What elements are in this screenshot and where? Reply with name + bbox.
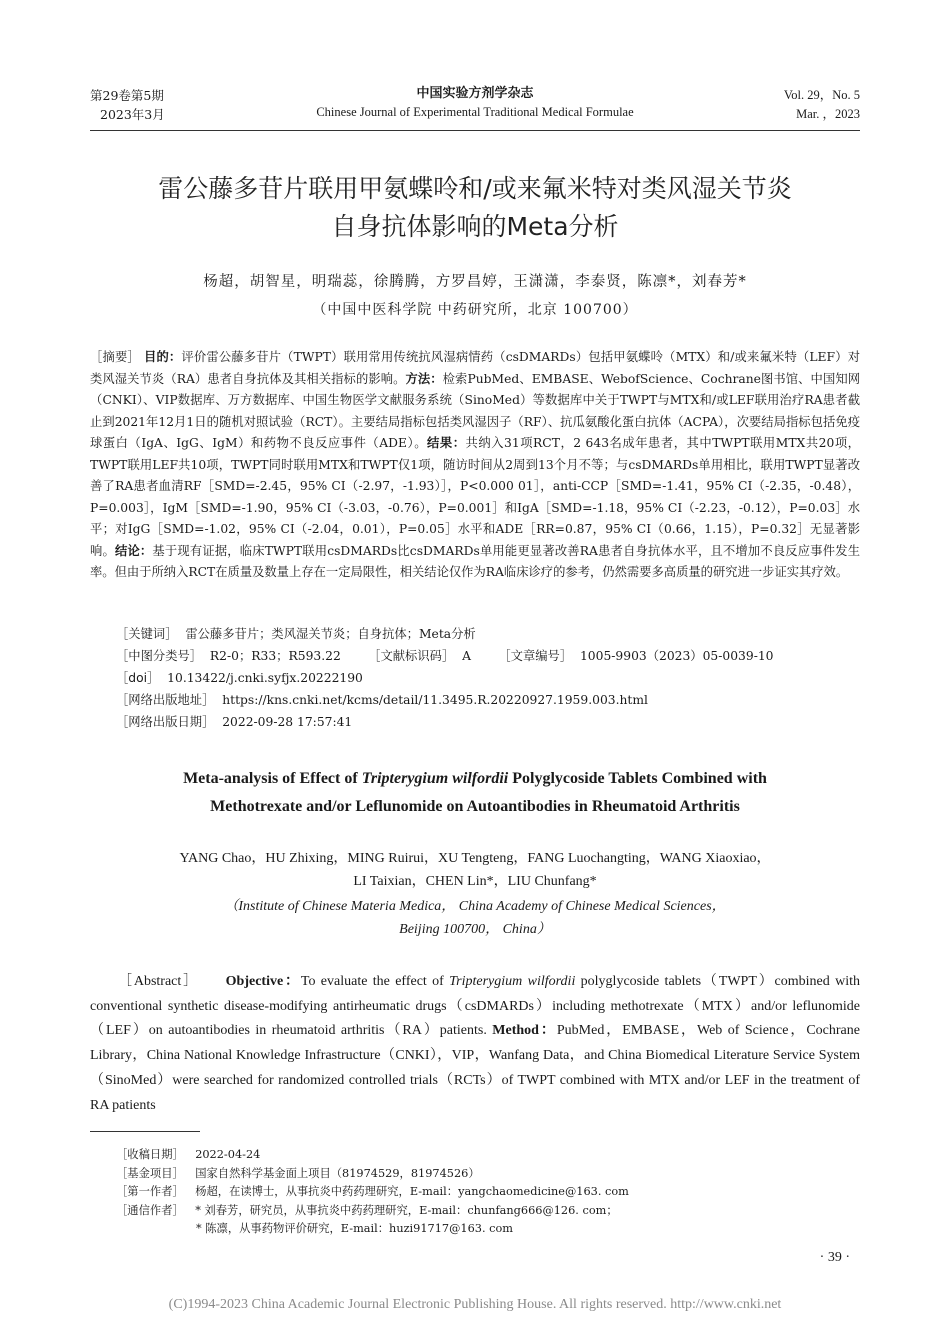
method-en: PubMed，EMBASE，Web of Science，Cochrane Library，China National Knowledge Infrastructure（CNKI），VIP，Wanfang Data，and China Biomedical Literature Service System（SinoMed）were searched for randomized controlled trials（RCTs）of TWPT combined with MTX and/or LEF in the treatment of RA patients — [90, 1023, 860, 1113]
date-cn: 2023年3月 — [100, 107, 165, 122]
page-number: · 39 · — [819, 1250, 850, 1265]
url-label: ［网络出版地址］ — [116, 693, 215, 707]
title-en-line2: Methotrexate and/or Leflunomide on Autoantibodies in Rheumatoid Arthritis — [210, 798, 740, 815]
method-cn: 检索PubMed、EMBASE、WebofScience、Cochrane图书馆、中国知网（CNKI）、VIP数据库、万方数据库、中国生物医学文献服务系统（SinoMed）等数据库中关于TWPT与MTX和/或LEF联用治疗RA患者截止到2021年12月1日的随机对照试验（RCT）。主要结局指标包括类风湿因子（RF）、抗瓜氨酸化蛋白抗体（ACPA），次要结局指标包括免疫球蛋白（IgA、IgG、IgM）和药物不良反应事件（ADE）。 — [90, 371, 861, 450]
conclusion-cn-label: 结论： — [114, 543, 153, 558]
affiliation-en-line1: （Institute of Chinese Materia Medica， China Academy of Chinese Medical Sciences， — [224, 899, 726, 914]
articleno-label: ［文章编号］ — [498, 649, 573, 663]
journal-name-cn: 中国实验方剂学杂志 — [416, 86, 534, 101]
method-cn-label: 方法： — [405, 371, 443, 386]
pubdate: 2022-09-28 17:57:41 — [222, 715, 353, 729]
doccode: A — [462, 649, 471, 663]
abstract-cn-label: ［摘要］ — [90, 350, 140, 364]
url-link[interactable]: https://kns.cnki.net/kcms/detail/11.3495.R.20220927.1959.003.html — [222, 693, 648, 707]
first-author-row — [116, 1183, 629, 1202]
header-right — [784, 86, 860, 124]
header-center — [250, 84, 700, 122]
url-row — [116, 690, 648, 712]
articleno: 1005-9903（2023）05-0039-10 — [579, 649, 774, 663]
fund: 国家自然科学基金面上项目（81974529，81974526） — [195, 1166, 480, 1180]
corresponding2: * 陈凛，从事药物评价研究，E-mail：huzi91717@163. com — [196, 1222, 513, 1235]
fund-label: ［基金项目］ — [116, 1166, 184, 1180]
title-en-pre: Meta-analysis of Effect of — [183, 770, 362, 787]
received-label: ［收稿日期］ — [116, 1148, 184, 1161]
classification-row — [116, 646, 774, 668]
doccode-label: ［文献标识码］ — [368, 649, 455, 663]
affiliation-en-line2: Beijing 100700， China） — [399, 922, 551, 937]
authors-cn: 杨超，胡智星，明瑞蕊，徐腾腾，方罗昌婷，王潇潇，李泰贤，陈凛*，刘春芳* — [203, 274, 747, 290]
title-en-italic: Tripterygium wilfordii — [361, 770, 509, 787]
footnotes — [116, 1146, 629, 1239]
objective-en-label: Objective： — [225, 974, 301, 989]
corresponding-row — [116, 1202, 629, 1221]
title-cn-line1: 雷公藤多苷片联用甲氨蝶呤和/或来氟米特对类风湿关节炎 — [158, 174, 792, 203]
affiliation-cn: （中国中医科学院 中药研究所，北京 100700） — [312, 302, 638, 318]
volume-cn: 第29卷第5期 — [90, 88, 164, 103]
fund-row — [116, 1165, 629, 1184]
result-cn-label: 结果： — [427, 436, 466, 450]
header-rule — [90, 130, 860, 131]
objective-cn-label: 目的： — [143, 350, 182, 364]
date-en: Mar. ，2023 — [796, 107, 860, 121]
clc-label: ［中图分类号］ — [116, 649, 203, 663]
first-author-label: ［第一作者］ — [116, 1185, 184, 1198]
pubdate-row — [116, 712, 352, 734]
result-cn: 共纳入31项RCT，2 643名成年患者，其中TWPT联用MTX共20项，TWPT联用LEF共10项，TWPT同时联用MTX和TWPT仅1项，随访时间从2周到13个月不等；与csDMARDs单用相比，联用TWPT显著改善了RA患者血清RF［SMD=-2.45，95% CI（-2.97，-1.93）］，P<0.000 01］，anti-CCP［SMD=-1.41，95% CI（-2.35，-0.48），P=0.003］，IgM［SMD=-1.90，95% CI（-3.03，-0.76），P=0.001］和IgA［SMD=-1.18，95% CI（-2.23，-0.12），P=0.03］水平；对IgG［SMD=-1.02，95% CI（-2.04，0.01），P=0.05］水平和ADE［RR=0.87，95% CI（0.66，1.15），P=0.32］无显著影响。 — [90, 436, 860, 558]
doi-label: ［doi］ — [116, 671, 160, 685]
affiliation-en — [90, 895, 860, 941]
keywords: 雷公藤多苷片；类风湿关节炎；自身抗体；Meta分析 — [185, 627, 476, 641]
objective-en-italic: Tripterygium wilfordii — [449, 974, 576, 989]
objective-en-pre: To evaluate the effect of — [300, 974, 450, 989]
objective-en-post: polyglycoside tablets（TWPT）combined with conventional synthetic disease-modifying antirheumatic drugs（csDMARDs）including methotrexate（MTX）and/or leflunomide（LEF）on autoantibodies in rheumatoid arthritis（RA）patients. — [90, 974, 860, 1039]
first-author: 杨超，在读博士，从事抗炎中药药理研究，E-mail：yangchaomedicine@163. com — [195, 1185, 629, 1198]
volume-en: Vol. 29，No. 5 — [783, 88, 860, 102]
journal-name-en: Chinese Journal of Experimental Traditional Medical Formulae — [316, 105, 634, 119]
corresponding1: * 刘春芳，研究员，从事抗炎中药药理研究，E-mail：chunfang666@126. com； — [195, 1203, 618, 1217]
title-cn — [90, 170, 860, 246]
authors-en-line1: YANG Chao，HU Zhixing，MING Ruirui，XU Tengteng，FANG Luochangting，WANG Xiaoxiao， — [179, 851, 771, 866]
conclusion-cn: 基于现有证据，临床TWPT联用csDMARDs比csDMARDs单用能更显著改善RA患者自身抗体水平，且不增加不良反应事件发生率。但由于所纳入RCT在质量及数量上存在一定局限性，相关结论仅作为RA临床诊疗的参考，仍然需要多高质量的研究进一步证实其疗效。 — [90, 543, 860, 579]
clc: R2-0；R33；R593.22 — [209, 649, 341, 663]
keywords-row — [116, 624, 476, 646]
copyright-notice: (C)1994-2023 China Academic Journal Electronic Publishing House. All rights reserved. http://www.cnki.net — [168, 1297, 782, 1312]
title-en — [90, 765, 860, 821]
authors-en — [90, 847, 860, 893]
received-row — [116, 1146, 629, 1165]
title-en-line1 — [90, 765, 860, 793]
pubdate-label: ［网络出版日期］ — [116, 715, 215, 729]
keywords-label: ［关键词］ — [116, 627, 178, 641]
title-cn-line2: 自身抗体影响的Meta分析 — [331, 212, 619, 241]
title-en-post: Polyglycoside Tablets Combined with — [508, 770, 767, 787]
method-en-label: Method： — [492, 1023, 557, 1039]
abstract-cn — [90, 347, 860, 584]
corresponding-label: ［通信作者］ — [116, 1203, 184, 1217]
received: 2022-04-24 — [195, 1148, 261, 1161]
doi-row — [116, 668, 363, 690]
objective-cn: 评价雷公藤多苷片（TWPT）联用常用传统抗风湿病情药（csDMARDs）包括甲氨蝶呤（MTX）和/或来氟米特（LEF）对类风湿关节炎（RA）患者自身抗体及其相关指标的影响。 — [90, 350, 860, 386]
abstract-en — [90, 970, 860, 1118]
footnote-rule — [90, 1131, 200, 1132]
doi: 10.13422/j.cnki.syfjx.20222190 — [167, 671, 363, 685]
authors-en-line2: LI Taixian，CHEN Lin*，LIU Chunfang* — [353, 874, 597, 889]
header-left — [90, 86, 165, 124]
abstract-en-label: ［Abstract］ — [118, 974, 199, 989]
